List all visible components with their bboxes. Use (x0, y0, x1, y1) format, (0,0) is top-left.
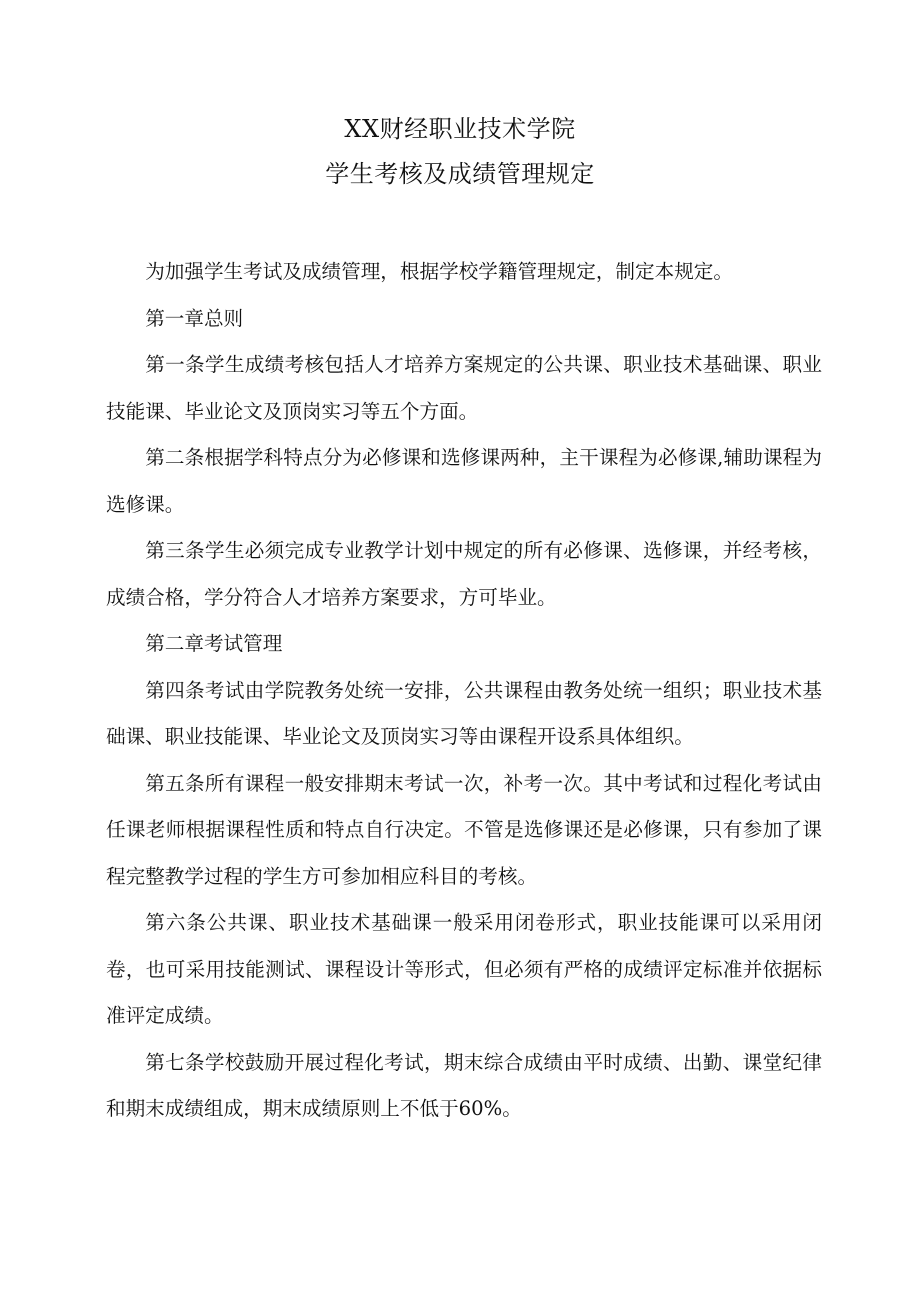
article-7: 第七条学校鼓励开展过程化考试，期末综合成绩由平时成绩、出勤、课堂纪律和期末成绩组成，期末成绩原则上不低于60%。 (106, 1050, 822, 1120)
document-title-regulation: 学生考核及成绩管理规定 (325, 160, 595, 188)
paragraph-preamble: 为加强学生考试及成绩管理，根据学校学籍管理规定，制定本规定。 (145, 260, 733, 283)
document-title-institution: XX财经职业技术学院 (344, 115, 576, 143)
chapter-heading-2: 第二章考试管理 (145, 632, 283, 655)
article-3: 第三条学生必须完成专业教学计划中规定的所有必修课、选修课，并经考核，成绩合格，学分符合人才培养方案要求，方可毕业。 (106, 539, 822, 609)
article-2: 第二条根据学科特点分为必修课和选修课两种，主干课程为必修课,辅助课程为选修课。 (106, 446, 822, 516)
article-5: 第五条所有课程一般安排期末考试一次，补考一次。其中考试和过程化考试由任课老师根据课程性质和特点自行决定。不管是选修课还是必修课，只有参加了课程完整教学过程的学生方可参加相应科目的考核。 (106, 771, 822, 888)
article-6: 第六条公共课、职业技术基础课一般采用闭卷形式，职业技能课可以采用闭卷，也可采用技能测试、课程设计等形式，但必须有严格的成绩评定标准并依据标准评定成绩。 (106, 911, 822, 1027)
chapter-heading-1: 第一章总则 (145, 306, 244, 330)
article-4: 第四条考试由学院教务处统一安排，公共课程由教务处统一组织；职业技术基础课、职业技能课、毕业论文及顶岗实习等由课程开设系具体组织。 (106, 678, 822, 748)
document-body (106, 249, 822, 1133)
article-1: 第一条学生成绩考核包括人才培养方案规定的公共课、职业技术基础课、职业技能课、毕业论文及顶岗实习等五个方面。 (106, 353, 822, 423)
